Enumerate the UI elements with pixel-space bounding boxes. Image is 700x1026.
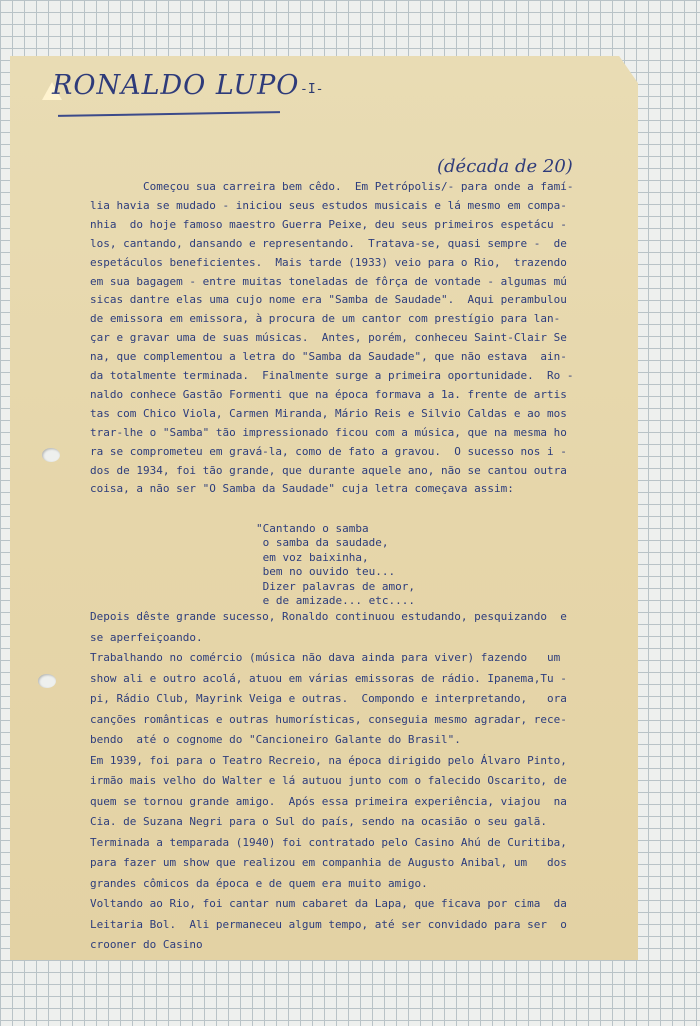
- poem-line: "Cantando o samba: [256, 522, 369, 535]
- body-text-line: Começou sua carreira bem cêdo. Em Petrópolis/- para onde a famí-: [90, 180, 574, 193]
- body-text-line: Terminada a temparada (1940) foi contratado pelo Casino Ahú de Curitiba,: [90, 835, 567, 849]
- body-text-line: los, cantando, dansando e representando. Tratava-se, quasi sempre - de: [90, 236, 567, 250]
- body-text-line: crooner do Casino: [90, 938, 203, 951]
- body-text-line: grandes cômicos da época e de quem era muito amigo.: [90, 876, 428, 890]
- binder-hole: [38, 674, 56, 688]
- body-text-line: da totalmente terminada. Finalmente surge a primeira oportunidade. Ro -: [90, 369, 574, 382]
- page-number: -I-: [300, 82, 324, 97]
- body-text-line: Depois dêste grande sucesso, Ronaldo continuou estudando, pesquizando e: [90, 610, 567, 623]
- body-text-line: ra se comprometeu em gravá-la, como de fato a gravou. O sucesso nos i -: [90, 444, 567, 458]
- handwritten-note: (década de 20): [437, 156, 573, 177]
- poem-line: bem no ouvido teu...: [256, 565, 396, 579]
- body-text-line: Cia. de Suzana Negri para o Sul do país, sendo na ocasião o seu galã.: [90, 815, 547, 828]
- body-text-line: irmão mais velho do Walter e lá autuou junto com o falecido Oscarito, de: [90, 774, 567, 787]
- body-text-line: para fazer um show que realizou em companhia de Augusto Anibal, um dos: [90, 856, 567, 869]
- body-text-line: lia havia se mudado - iniciou seus estudos musicais e lá mesmo em compa-: [90, 198, 567, 212]
- binder-hole: [42, 448, 60, 462]
- body-text-line: show ali e outro acolá, atuou em várias emissoras de rádio. Ipanema,Tu -: [90, 671, 567, 685]
- body-text-line: se aperfeiçoando.: [90, 630, 203, 644]
- body-text-line: quem se tornou grande amigo. Após essa primeira experiência, viajou na: [90, 794, 567, 808]
- body-text-line: de emissora em emissora, à procura de um cantor com prestígio para lan-: [90, 312, 561, 326]
- body-text-line: na, que complementou a letra do "Samba da Saudade", que não estava ain-: [90, 350, 567, 364]
- body-text-line: naldo conhece Gastão Formenti que na época formava a 1a. frente de artis: [90, 387, 567, 401]
- body-text-line: çar e gravar uma de suas músicas. Antes, porém, conheceu Saint-Clair Se: [90, 331, 567, 345]
- body-text-line: bendo até o cognome do "Cancioneiro Galante do Brasil".: [90, 733, 461, 746]
- body-text-line: Voltando ao Rio, foi cantar num cabaret da Lapa, que ficava por cima da: [90, 897, 567, 910]
- body-text-line: Leitaria Bol. Ali permaneceu algum tempo, até ser convidado para ser o: [90, 917, 567, 931]
- body-text-line: trar-lhe o "Samba" tão impressionado ficou com a música, que na mesma ho: [90, 425, 567, 439]
- body-text-line: Em 1939, foi para o Teatro Recreio, na época dirigido pelo Álvaro Pinto,: [90, 753, 567, 767]
- body-text-line: nhia do hoje famoso maestro Guerra Peixe, deu seus primeiros espetácu -: [90, 217, 567, 231]
- body-text-line: Trabalhando no comércio (música não dava ainda para viver) fazendo um: [90, 651, 561, 664]
- poem-line: Dizer palavras de amor,: [256, 579, 415, 593]
- body-text-line: dos de 1934, foi tão grande, que durante aquele ano, não se cantou outra: [90, 463, 567, 477]
- body-text-line: espetáculos beneficientes. Mais tarde (1933) veio para o Rio, trazendo: [90, 255, 567, 269]
- body-text-line: coisa, a não ser "O Samba da Saudade" cuja letra começava assim:: [90, 482, 514, 496]
- poem-line: e de amizade... etc....: [256, 594, 415, 607]
- body-text-line: canções românticas e outras humorísticas, conseguia mesmo agradar, rece-: [90, 712, 567, 726]
- body-text-line: sicas dantre elas uma cujo nome era "Samba de Saudade". Aqui perambulou: [90, 293, 567, 307]
- handwritten-name: RONALDO LUPO: [52, 70, 300, 101]
- poem-line: em voz baixinha,: [256, 550, 369, 564]
- body-text-line: pi, Rádio Club, Mayrink Veiga e outras. Compondo e interpretando, ora: [90, 692, 567, 705]
- body-text-line: tas com Chico Viola, Carmen Miranda, Mário Reis e Silvio Caldas e ao mos: [90, 406, 567, 420]
- poem-line: o samba da saudade,: [256, 536, 389, 550]
- body-text-line: em sua bagagem - entre muitas toneladas de fôrça de vontade - algumas mú: [90, 274, 567, 288]
